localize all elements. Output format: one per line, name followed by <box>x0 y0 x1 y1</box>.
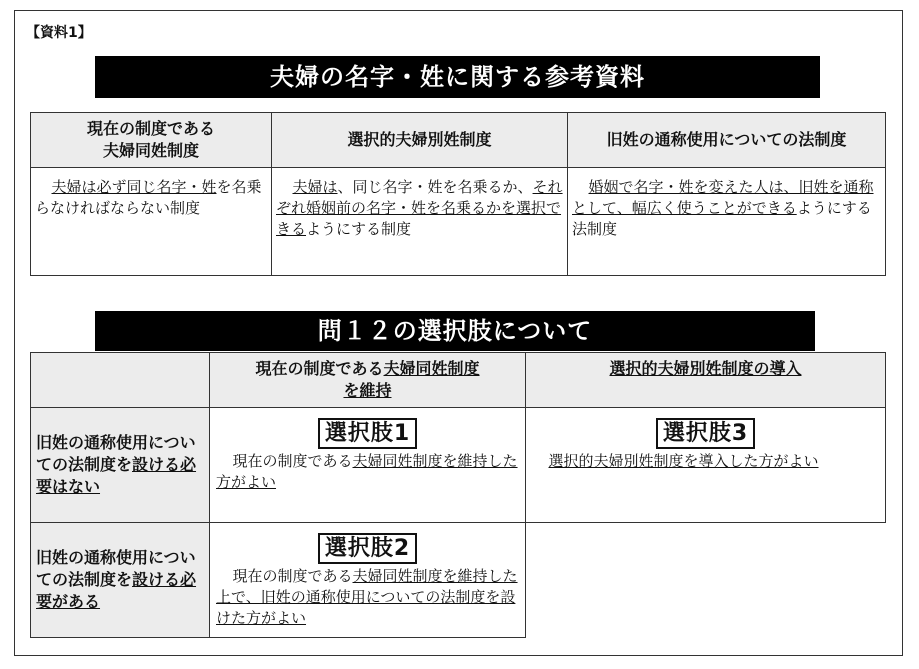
header-current-system: 現在の制度である 夫婦同姓制度 <box>31 113 272 168</box>
matrix-header-row <box>31 353 886 408</box>
question12-choices-banner: 問１２の選択肢について <box>95 311 815 351</box>
header-selective-separate-surname: 選択的夫婦別姓制度 <box>272 113 568 168</box>
choices-matrix-table <box>30 352 886 638</box>
choice-3-label: 選択肢3 <box>656 418 755 449</box>
table-header-row <box>31 113 886 168</box>
matrix-corner-cell <box>31 353 210 408</box>
choice-2-label: 選択肢2 <box>318 533 417 564</box>
table-row <box>31 168 886 276</box>
table-row <box>31 523 886 638</box>
choice-1-label: 選択肢1 <box>318 418 417 449</box>
surname-systems-table <box>30 112 886 276</box>
empty-cell <box>526 523 886 638</box>
description-maiden-name-law: 婚姻で名字・姓を変えた人は、旧姓を通称として、幅広く使うことができるようにする法制度 <box>568 168 886 276</box>
document-label: 【資料1】 <box>26 25 92 41</box>
choice-3-cell: 選択肢3 選択的夫婦別姓制度を導入した方がよい <box>526 408 886 523</box>
rowhead-law-needed: 旧姓の通称使用についての法制度を設ける必要がある <box>31 523 210 638</box>
choice-1-cell: 選択肢1 現在の制度である夫婦同姓制度を維持した方がよい <box>210 408 526 523</box>
header-introduce-separate-surname: 選択的夫婦別姓制度の導入 <box>526 353 886 408</box>
reference-title-banner: 夫婦の名字・姓に関する参考資料 <box>95 56 820 98</box>
header-keep-current-system: 現在の制度である夫婦同姓制度 を維持 <box>210 353 526 408</box>
rowhead-no-law-needed: 旧姓の通称使用についての法制度を設ける必要はない <box>31 408 210 523</box>
header-maiden-name-law: 旧姓の通称使用についての法制度 <box>568 113 886 168</box>
description-current-system: 夫婦は必ず同じ名字・姓を名乗らなければならない制度 <box>31 168 272 276</box>
description-selective-separate-surname: 夫婦は、同じ名字・姓を名乗るか、それぞれ婚姻前の名字・姓を名乗るかを選択できるようにする制度 <box>272 168 568 276</box>
table-row <box>31 408 886 523</box>
choice-2-cell: 選択肢2 現在の制度である夫婦同姓制度を維持した上で、旧姓の通称使用についての法制度を設けた方がよい <box>210 523 526 638</box>
